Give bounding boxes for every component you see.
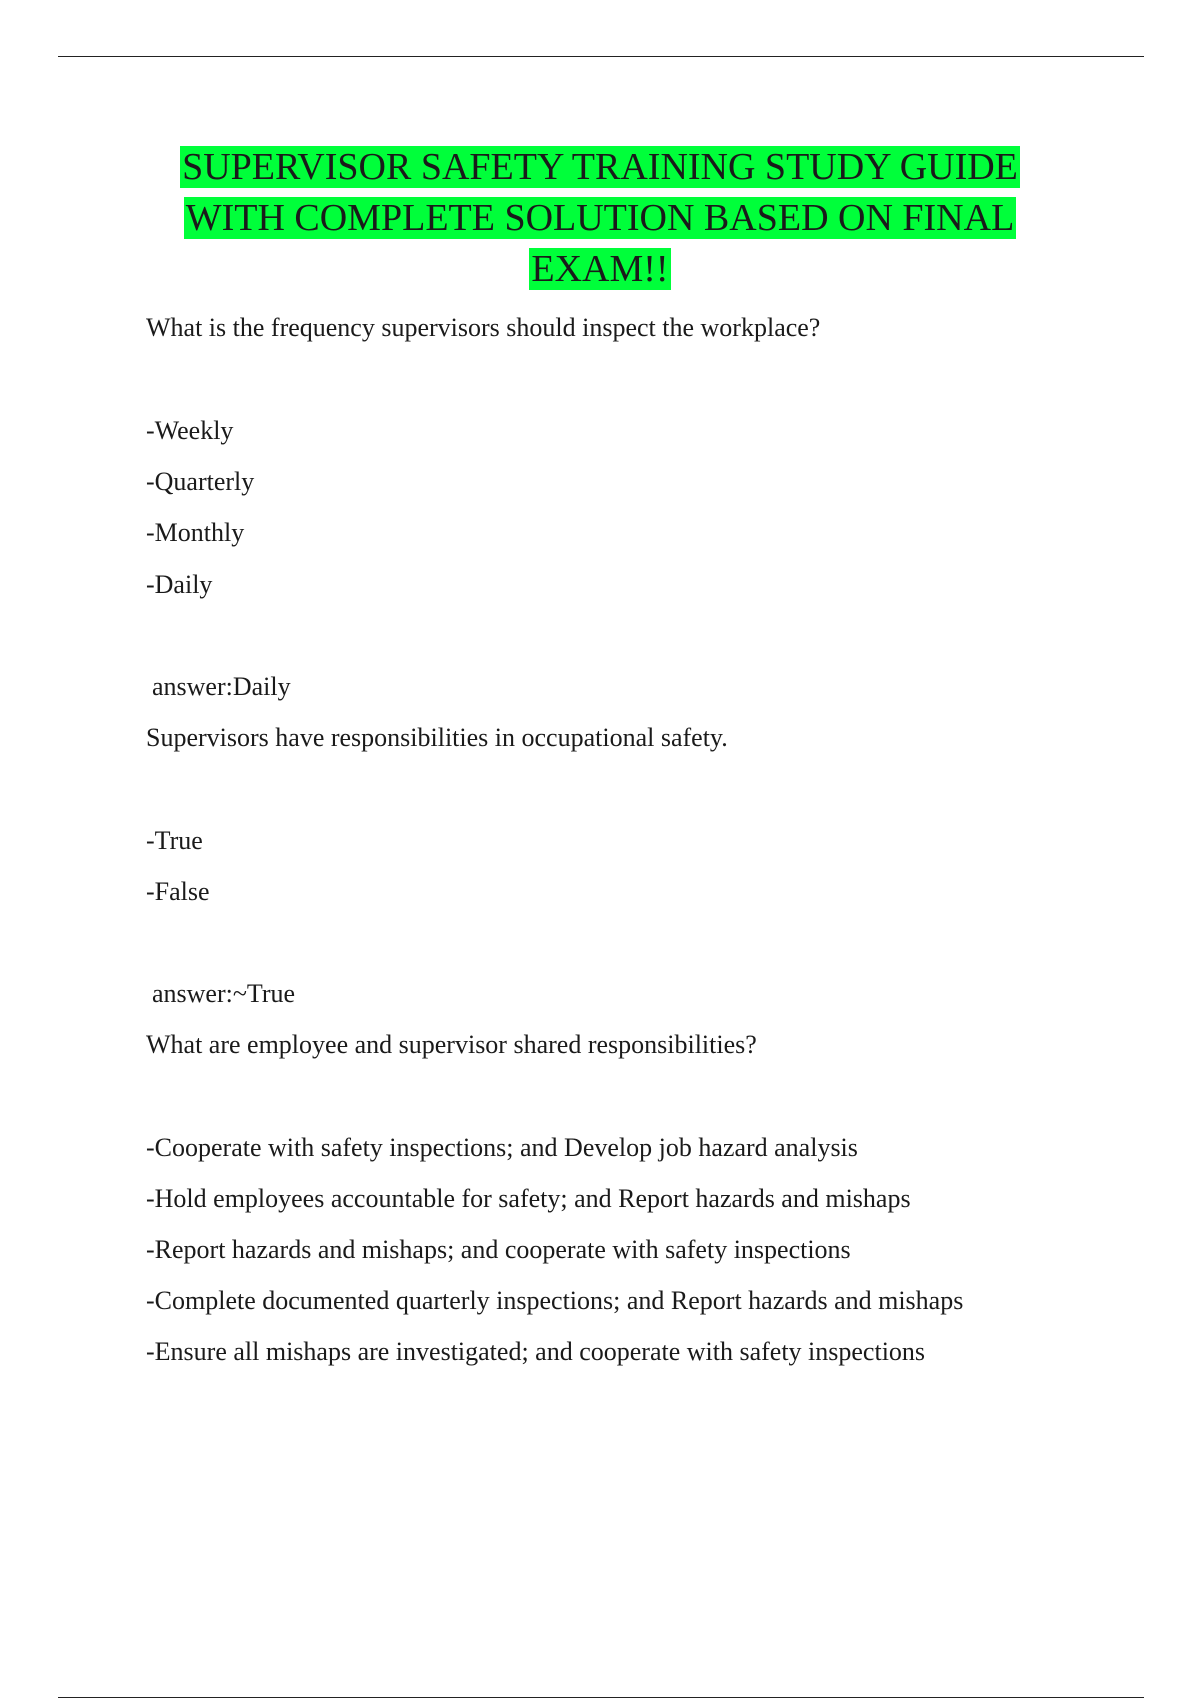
question-2-answer: answer:~True xyxy=(152,979,296,1008)
question-1-answer: answer:Daily xyxy=(152,672,291,701)
question-1-option: -Daily xyxy=(146,570,213,599)
question-3-text: What are employee and supervisor shared responsibilities? xyxy=(146,1030,757,1059)
question-1-option: -Quarterly xyxy=(146,467,255,496)
title-line: EXAM!! xyxy=(531,248,669,290)
question-3-option: -Report hazards and mishaps; and cooperate with safety inspections xyxy=(146,1235,851,1264)
question-2-option: -True xyxy=(146,826,203,855)
question-1-option: -Weekly xyxy=(146,416,234,445)
question-3-option: -Ensure all mishaps are investigated; and cooperate with safety inspections xyxy=(146,1337,926,1366)
question-1-option: -Monthly xyxy=(146,518,245,547)
question-1-text: What is the frequency supervisors should inspect the workplace? xyxy=(146,313,821,342)
top-rule xyxy=(58,56,1144,57)
question-3-option: -Complete documented quarterly inspections; and Report hazards and mishaps xyxy=(146,1286,964,1315)
question-2-text: Supervisors have responsibilities in occupational safety. xyxy=(146,723,728,752)
question-3-option: -Hold employees accountable for safety; and Report hazards and mishaps xyxy=(146,1184,911,1213)
question-3-option: -Cooperate with safety inspections; and Develop job hazard analysis xyxy=(146,1133,858,1162)
bottom-rule xyxy=(58,1697,1144,1698)
question-2-option: -False xyxy=(146,877,210,906)
title-line: SUPERVISOR SAFETY TRAINING STUDY GUIDE xyxy=(182,146,1018,188)
title-line: WITH COMPLETE SOLUTION BASED ON FINAL xyxy=(185,197,1015,239)
document-title xyxy=(0,142,1200,295)
